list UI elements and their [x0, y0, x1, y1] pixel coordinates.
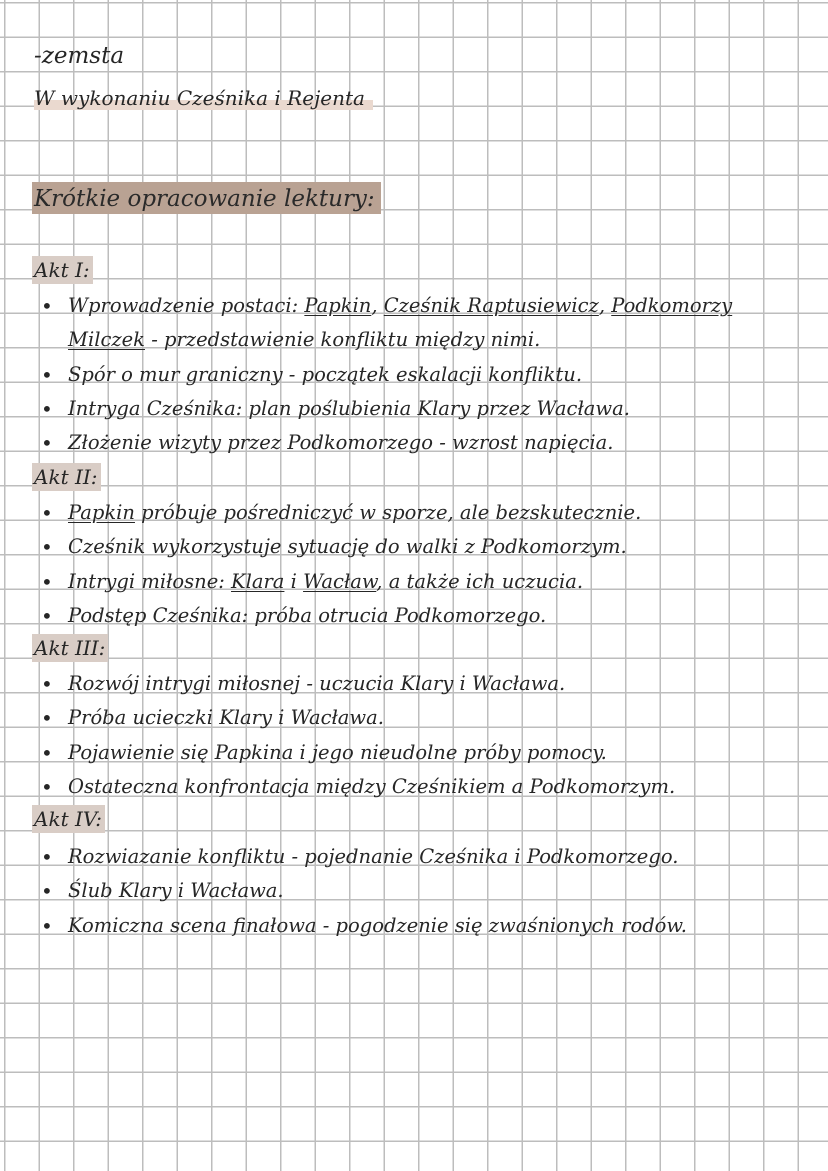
list-item: [0, 426, 748, 460]
list-item: [0, 358, 748, 392]
underlined-name: Wacław: [303, 569, 377, 593]
list-item: [0, 840, 687, 874]
underlined-name: Papkin: [304, 294, 372, 317]
act-3-list: [0, 667, 675, 804]
item-text: Rozwój intrygi miłosnej - uczucia Klary i Wacława.: [68, 672, 566, 695]
item-text: Intrygi miłosne:: [68, 569, 232, 593]
item-text: Cześnik wykorzystuje sytuację do walki z Podkomorzym.: [68, 535, 627, 559]
item-text: Podstęp Cześnika: próba otrucia Podkomorzego.: [68, 603, 547, 627]
list-item: [0, 496, 641, 530]
item-text: Spór o mur graniczny - początek eskalacji konfliktu.: [68, 362, 583, 386]
underlined-name: Papkin: [68, 501, 135, 524]
list-item: [0, 565, 641, 599]
act-4-list: [0, 840, 687, 943]
list-item: [0, 530, 641, 564]
list-item: [0, 599, 641, 633]
act-4-label: Akt IV:: [32, 805, 105, 833]
item-text: Złożenie wizyty przez Podkomorzego - wzrost napięcia.: [68, 431, 614, 455]
list-item: [0, 289, 748, 358]
underlined-name: Klara: [231, 569, 285, 593]
item-text: Próba ucieczki Klary i Wacława.: [68, 706, 384, 730]
act-1-list: [0, 289, 748, 460]
act-2-label: Akt II:: [32, 463, 101, 491]
item-text: , a także ich uczucia.: [376, 569, 584, 593]
item-text: Komiczna scena finałowa - pogodzenie się zwaśnionych rodów.: [68, 913, 688, 937]
underlined-name: Cześnik Raptusiewicz: [383, 294, 599, 317]
subtitle-text: W wykonaniu Cześnika i Rejenta: [34, 86, 373, 110]
section-title: Krótkie opracowanie lektury:: [32, 182, 381, 214]
item-text: próbuje pośredniczyć w sporze, ale bezskutecznie.: [134, 501, 642, 524]
list-item: [0, 909, 687, 943]
item-text: Ostateczna konfrontacja między Cześnikiem a Podkomorzym.: [68, 774, 676, 798]
subtitle: [34, 84, 373, 112]
item-text: Pojawienie się Papkina i jego nieudolne próby pomocy.: [68, 740, 607, 764]
list-item: [0, 667, 675, 701]
item-text: ,: [371, 294, 384, 317]
list-item: [0, 874, 687, 908]
list-item: [0, 392, 748, 426]
list-item: [0, 701, 675, 735]
act-2-list: [0, 496, 641, 633]
item-text: ,: [598, 294, 612, 317]
item-text: Rozwiazanie konfliktu - pojednanie Cześnika i Podkomorzego.: [68, 845, 679, 868]
list-item: [0, 770, 675, 804]
item-text: Ślub Klary i Wacława.: [68, 879, 284, 903]
list-item: [0, 736, 675, 770]
item-text: - przedstawienie konfliktu między nimi.: [145, 328, 541, 351]
item-text: Wprowadzenie postaci:: [68, 294, 305, 317]
act-3-label: Akt III:: [32, 634, 108, 662]
act-1-label: Akt I:: [32, 256, 93, 284]
underlined-name: Podkomorzy Milczek: [68, 294, 733, 351]
item-text: Intryga Cześnika: plan poślubienia Klary przez Wacława.: [68, 396, 630, 420]
topic-heading: -zemsta: [34, 43, 125, 69]
item-text: i: [284, 569, 304, 593]
